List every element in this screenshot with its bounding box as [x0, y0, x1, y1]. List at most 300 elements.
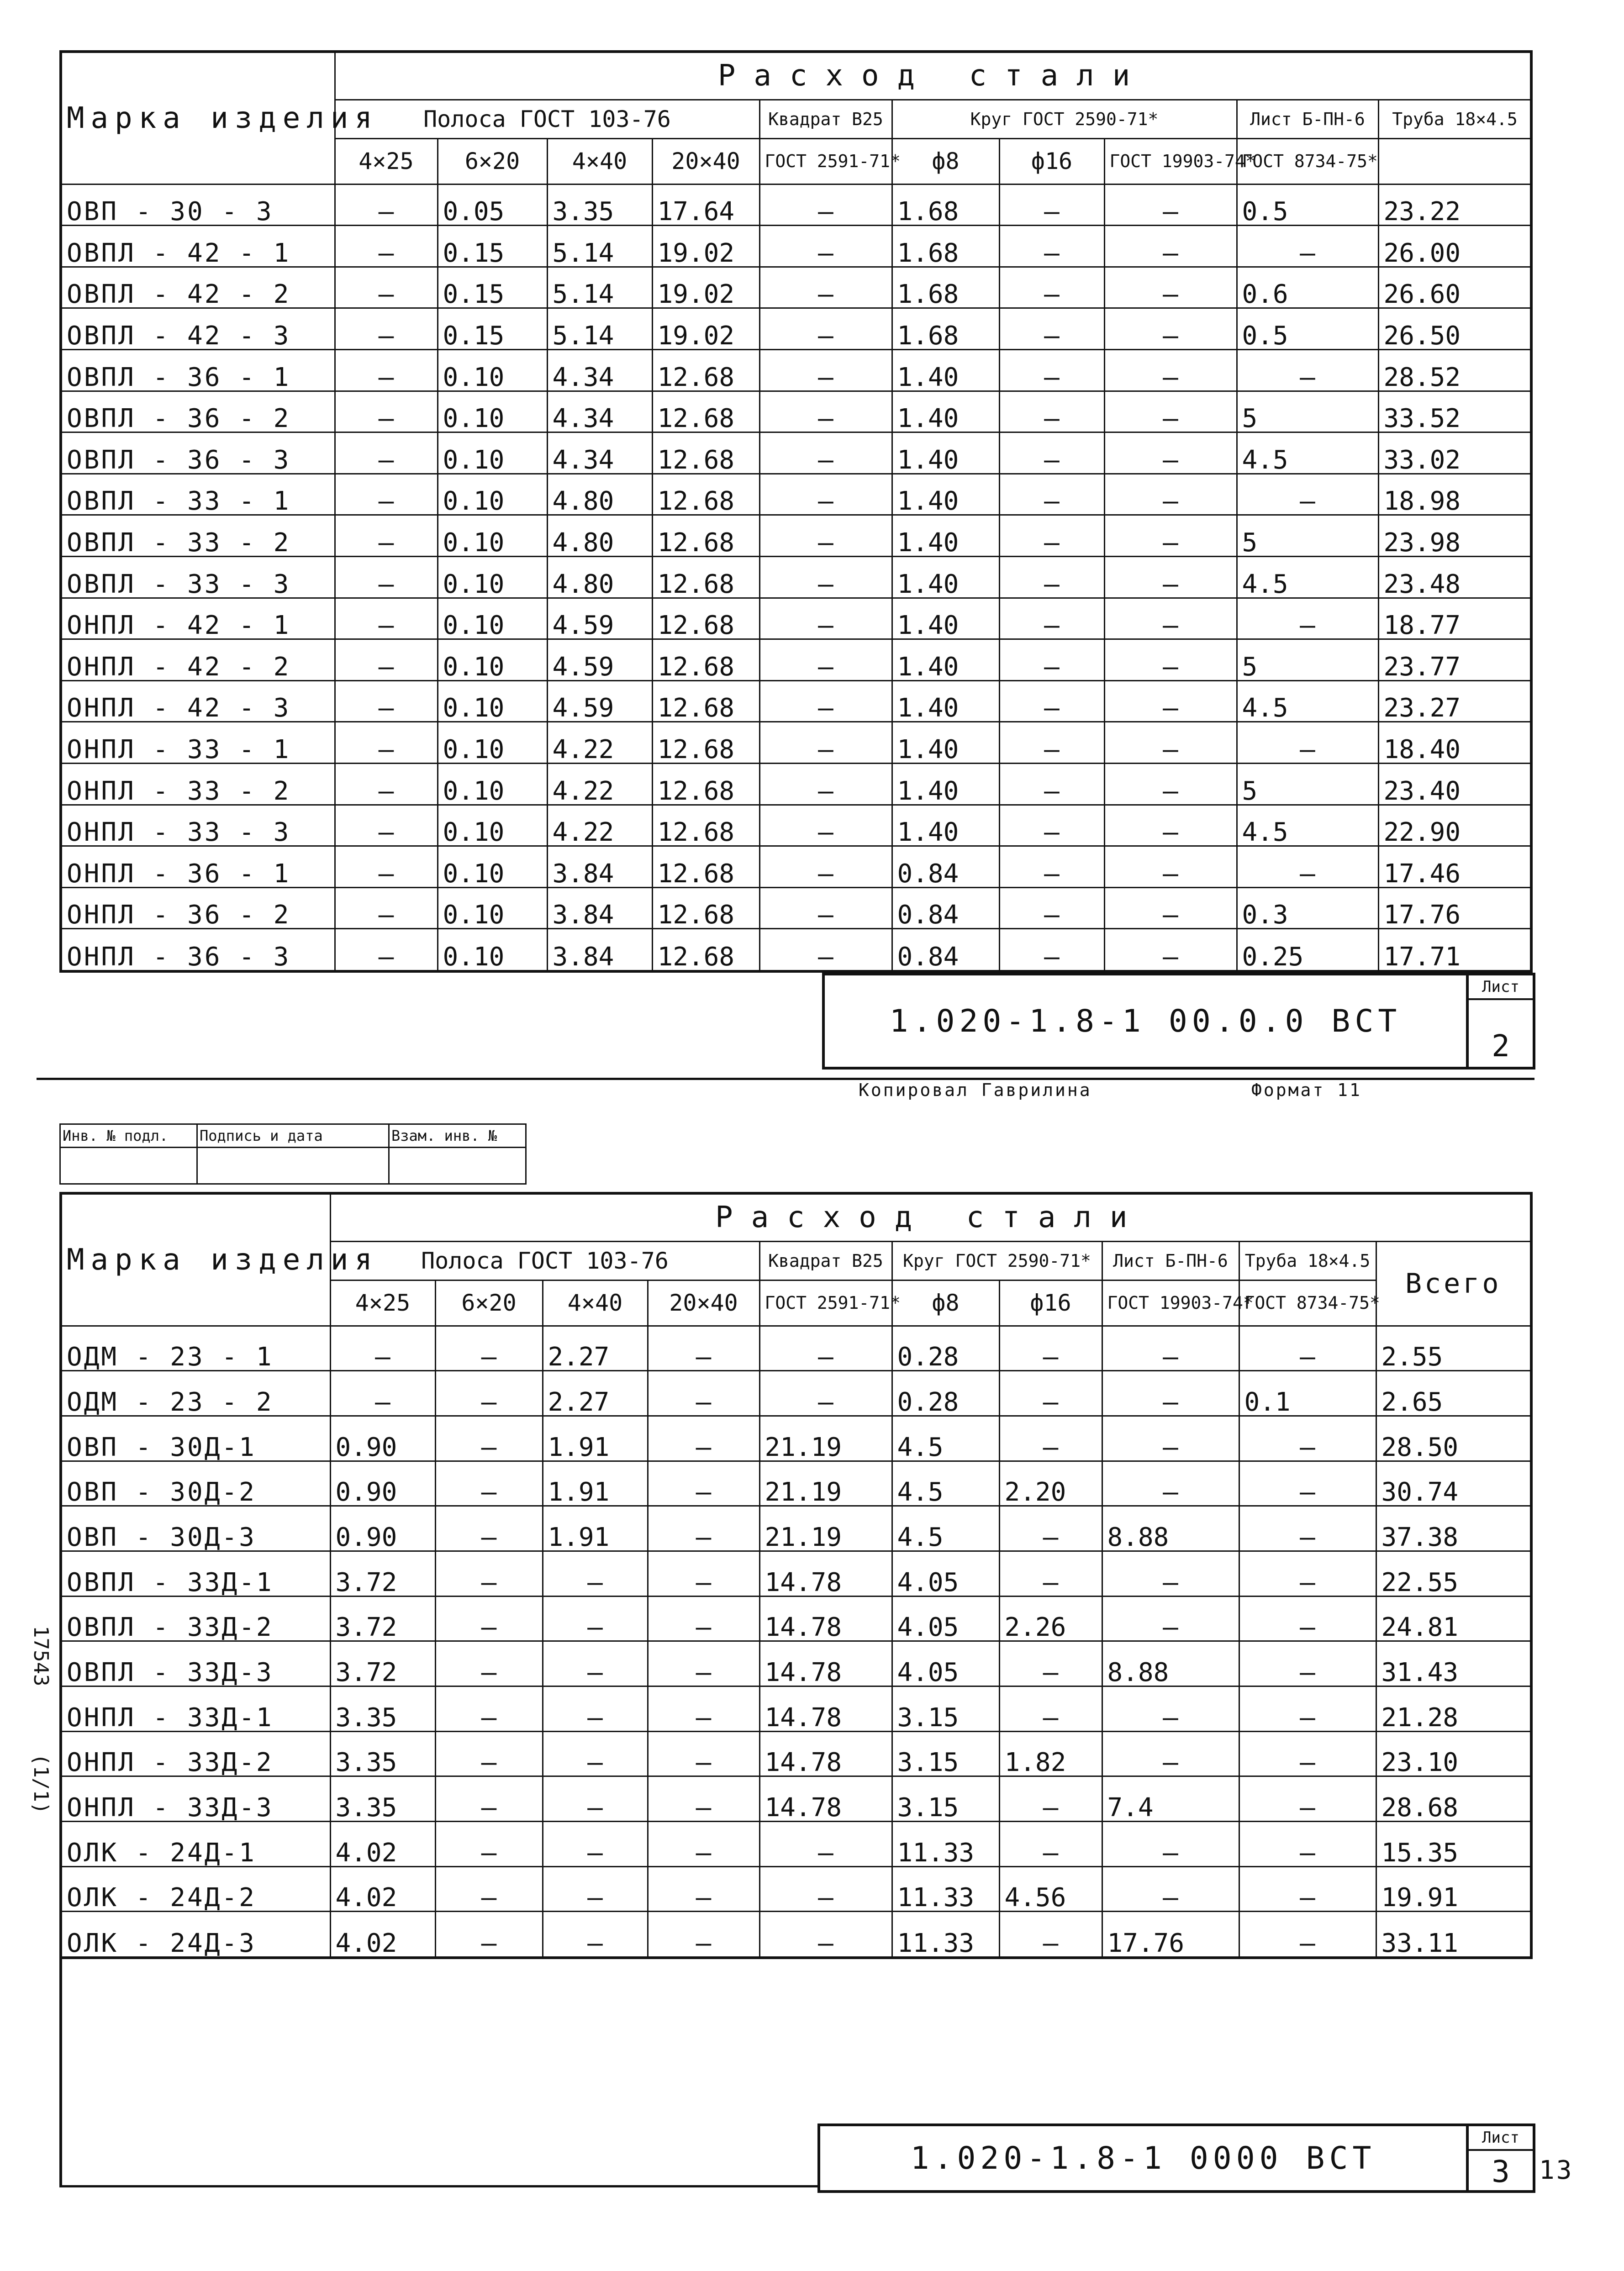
value-cell: 1.40	[892, 598, 999, 639]
value-cell: —	[335, 391, 438, 432]
side-sheet-note: (1/1)	[29, 1754, 53, 1814]
value-cell: —	[759, 1371, 892, 1416]
tube-header-top: Труба 18×4.5	[1378, 100, 1531, 138]
total-cell: 23.98	[1378, 515, 1531, 557]
value-cell: —	[435, 1866, 543, 1912]
item-mark-cell: ОНПЛ - 36 - 1	[61, 846, 335, 888]
value-cell: 12.68	[652, 639, 759, 681]
replacement-inventory-header: Взам. инв. №	[389, 1124, 526, 1148]
copied-by: Копировал Гаврилина	[859, 1080, 1092, 1100]
table-row	[61, 1731, 1531, 1776]
value-cell: 0.15	[438, 226, 547, 267]
value-cell: —	[999, 1326, 1102, 1371]
table-row	[61, 887, 1531, 929]
value-cell: 21.19	[759, 1416, 892, 1461]
sub-header: ф16	[999, 138, 1104, 184]
sheet-2	[0, 0, 1624, 1105]
round-header: Круг ГОСТ 2590-71*	[892, 1241, 1102, 1280]
value-cell: 0.05	[438, 184, 547, 226]
total-cell: 17.46	[1378, 846, 1531, 888]
value-cell: 19.02	[652, 267, 759, 308]
item-mark-cell: ОНПЛ - 42 - 1	[61, 598, 335, 639]
value-cell: —	[435, 1461, 543, 1506]
value-cell: —	[1102, 1416, 1239, 1461]
value-cell: —	[335, 432, 438, 474]
value-cell: 3.72	[330, 1551, 435, 1596]
table-row	[61, 474, 1531, 515]
value-cell: —	[1237, 226, 1378, 267]
value-cell: 5	[1237, 515, 1378, 557]
table-row	[61, 846, 1531, 888]
value-cell: 8.88	[1102, 1506, 1239, 1551]
sub-header: 4×25	[330, 1280, 435, 1326]
value-cell: 12.68	[652, 391, 759, 432]
sub-header: 6×20	[435, 1280, 543, 1326]
value-cell: —	[1239, 1551, 1376, 1596]
value-cell: —	[1102, 1866, 1239, 1912]
value-cell: 12.68	[652, 598, 759, 639]
value-cell: —	[999, 1551, 1102, 1596]
sheet-3	[0, 1105, 1624, 2271]
value-cell: —	[999, 722, 1104, 764]
value-cell: —	[999, 598, 1104, 639]
value-cell: —	[759, 1866, 892, 1912]
value-cell: —	[999, 1416, 1102, 1461]
value-cell: —	[648, 1731, 759, 1776]
value-cell: —	[330, 1371, 435, 1416]
table-row	[61, 1326, 1531, 1371]
mark-header: Марка изделия	[61, 52, 335, 184]
value-cell: —	[1104, 722, 1237, 764]
value-cell: —	[759, 598, 892, 639]
value-cell: —	[999, 887, 1104, 929]
value-cell: —	[648, 1866, 759, 1912]
value-cell: —	[999, 1912, 1102, 1958]
value-cell: 0.5	[1237, 308, 1378, 350]
value-cell: —	[335, 805, 438, 846]
item-mark-cell: ОВПЛ - 36 - 2	[61, 391, 335, 432]
sub-header: 4×40	[547, 138, 652, 184]
table-row	[61, 1416, 1531, 1461]
value-cell: —	[543, 1776, 648, 1822]
sheet-label: Лист	[1469, 975, 1533, 1000]
value-cell: 1.82	[999, 1731, 1102, 1776]
value-cell: 11.33	[892, 1866, 999, 1912]
value-cell: —	[1239, 1461, 1376, 1506]
table-row	[61, 1506, 1531, 1551]
value-cell: 19.02	[652, 308, 759, 350]
value-cell: 1.68	[892, 267, 999, 308]
sheet-header-top: Лист Б-ПН-6	[1102, 1241, 1239, 1280]
value-cell: 1.40	[892, 474, 999, 515]
value-cell: 4.22	[547, 764, 652, 805]
value-cell: —	[999, 308, 1104, 350]
strip-header: Полоса ГОСТ 103-76	[335, 100, 759, 138]
value-cell: 12.68	[652, 556, 759, 598]
table-row	[61, 515, 1531, 557]
value-cell: —	[759, 1912, 892, 1958]
corner-mark: 13	[1539, 2155, 1574, 2185]
value-cell: —	[330, 1326, 435, 1371]
value-cell: 2.26	[999, 1596, 1102, 1641]
value-cell: —	[435, 1731, 543, 1776]
sub-header: 6×20	[438, 138, 547, 184]
item-mark-cell: ОВП - 30Д-2	[61, 1461, 330, 1506]
value-cell: —	[1237, 722, 1378, 764]
total-cell: 23.22	[1378, 184, 1531, 226]
value-cell: —	[1237, 349, 1378, 391]
value-cell: —	[648, 1776, 759, 1822]
item-mark-cell: ОДМ - 23 - 1	[61, 1326, 330, 1371]
item-mark-cell: ОНПЛ - 42 - 3	[61, 680, 335, 722]
value-cell: 4.5	[1237, 556, 1378, 598]
value-cell: 12.68	[652, 722, 759, 764]
total-cell: 28.50	[1376, 1416, 1531, 1461]
mark-header: Марка изделия	[61, 1193, 330, 1326]
total-cell: 19.91	[1376, 1866, 1531, 1912]
table-row	[61, 1596, 1531, 1641]
format-label: Формат 11	[1251, 1080, 1362, 1100]
total-cell: 22.90	[1378, 805, 1531, 846]
value-cell: 4.02	[330, 1866, 435, 1912]
value-cell: —	[759, 226, 892, 267]
total-cell: 24.81	[1376, 1596, 1531, 1641]
total-cell: 26.60	[1378, 267, 1531, 308]
value-cell: 4.02	[330, 1821, 435, 1866]
value-cell: 0.10	[438, 764, 547, 805]
total-cell: 23.40	[1378, 764, 1531, 805]
value-cell: 8.88	[1102, 1641, 1239, 1686]
value-cell: —	[1104, 764, 1237, 805]
sheet-number: 2	[1492, 1028, 1510, 1064]
item-mark-cell: ОНПЛ - 33 - 2	[61, 764, 335, 805]
item-mark-cell: ОЛК - 24Д-2	[61, 1866, 330, 1912]
value-cell: 12.68	[652, 474, 759, 515]
value-cell: —	[999, 1641, 1102, 1686]
value-cell: 0.10	[438, 846, 547, 888]
value-cell: —	[648, 1641, 759, 1686]
value-cell: —	[1239, 1821, 1376, 1866]
item-mark-cell: ОВП - 30Д-1	[61, 1416, 330, 1461]
title-stamp-sheet-2	[822, 973, 1535, 1070]
value-cell: —	[335, 267, 438, 308]
table-row	[61, 1821, 1531, 1866]
sub-header: ф8	[892, 138, 999, 184]
value-cell: 5	[1237, 391, 1378, 432]
value-cell: —	[335, 515, 438, 557]
value-cell: —	[759, 846, 892, 888]
total-cell: 30.74	[1376, 1461, 1531, 1506]
value-cell: 1.68	[892, 308, 999, 350]
value-cell: 3.35	[330, 1776, 435, 1822]
value-cell: 3.84	[547, 929, 652, 971]
value-cell: —	[759, 680, 892, 722]
value-cell: —	[648, 1461, 759, 1506]
value-cell: —	[335, 722, 438, 764]
value-cell: 4.59	[547, 639, 652, 681]
value-cell: 0.10	[438, 887, 547, 929]
value-cell: —	[999, 1371, 1102, 1416]
value-cell: 1.40	[892, 764, 999, 805]
item-mark-cell: ОНПЛ - 33Д-2	[61, 1731, 330, 1776]
document-code: 1.020-1.8-1 0000 ВСТ	[820, 2126, 1469, 2190]
value-cell: 4.80	[547, 556, 652, 598]
value-cell: 1.91	[543, 1416, 648, 1461]
value-cell: 5.14	[547, 308, 652, 350]
value-cell: 0.10	[438, 639, 547, 681]
value-cell: —	[1104, 184, 1237, 226]
value-cell: 17.76	[1102, 1912, 1239, 1958]
value-cell: 0.10	[438, 929, 547, 971]
item-mark-cell: ОНПЛ - 36 - 3	[61, 929, 335, 971]
value-cell: —	[1237, 598, 1378, 639]
value-cell: —	[435, 1912, 543, 1958]
table-row	[61, 639, 1531, 681]
value-cell: 1.40	[892, 391, 999, 432]
sub-header: 4×40	[543, 1280, 648, 1326]
value-cell: 4.80	[547, 474, 652, 515]
item-mark-cell: ОВПЛ - 33 - 3	[61, 556, 335, 598]
value-cell: —	[1239, 1866, 1376, 1912]
sub-header: 20×40	[648, 1280, 759, 1326]
value-cell: 1.68	[892, 184, 999, 226]
value-cell: —	[543, 1731, 648, 1776]
value-cell: —	[1104, 474, 1237, 515]
consumption-header: Расход стали	[330, 1193, 1531, 1241]
value-cell: 0.84	[892, 846, 999, 888]
value-cell: —	[435, 1821, 543, 1866]
value-cell: —	[759, 267, 892, 308]
value-cell: —	[435, 1371, 543, 1416]
value-cell: —	[1104, 680, 1237, 722]
value-cell: —	[435, 1686, 543, 1731]
value-cell: —	[1237, 474, 1378, 515]
item-mark-cell: ОДМ - 23 - 2	[61, 1371, 330, 1416]
total-cell: 2.65	[1376, 1371, 1531, 1416]
square-header-top: Квадрат В25	[759, 1241, 892, 1280]
value-cell: 4.5	[892, 1461, 999, 1506]
value-cell: —	[1102, 1686, 1239, 1731]
value-cell: —	[759, 308, 892, 350]
value-cell: 1.40	[892, 805, 999, 846]
value-cell: 1.40	[892, 432, 999, 474]
value-cell: —	[999, 349, 1104, 391]
consumption-header: Расход стали	[335, 52, 1531, 100]
value-cell: —	[759, 515, 892, 557]
table-row	[61, 391, 1531, 432]
value-cell: —	[648, 1506, 759, 1551]
table-row	[61, 1371, 1531, 1416]
total-cell: 37.38	[1376, 1506, 1531, 1551]
value-cell: —	[1104, 598, 1237, 639]
value-cell: —	[1104, 887, 1237, 929]
value-cell: —	[1239, 1506, 1376, 1551]
value-cell: 21.19	[759, 1506, 892, 1551]
value-cell: —	[999, 1776, 1102, 1822]
value-cell: —	[759, 639, 892, 681]
title-stamp-sheet-3	[817, 2123, 1535, 2193]
value-cell: 0.10	[438, 474, 547, 515]
value-cell: —	[648, 1326, 759, 1371]
value-cell: —	[648, 1821, 759, 1866]
value-cell: 2.27	[543, 1371, 648, 1416]
total-cell: 21.28	[1376, 1686, 1531, 1731]
value-cell: —	[1239, 1776, 1376, 1822]
value-cell: 0.1	[1239, 1371, 1376, 1416]
value-cell: —	[1239, 1641, 1376, 1686]
square-header-top: Квадрат В25	[759, 100, 892, 138]
table-row	[61, 929, 1531, 971]
value-cell: 2.27	[543, 1326, 648, 1371]
value-cell: 0.10	[438, 805, 547, 846]
table-row	[61, 1776, 1531, 1822]
value-cell: 0.28	[892, 1326, 999, 1371]
value-cell: 0.10	[438, 598, 547, 639]
tube-header-bottom: ГОСТ 8734-75*	[1239, 1280, 1376, 1326]
value-cell: 0.90	[330, 1461, 435, 1506]
value-cell: 14.78	[759, 1596, 892, 1641]
value-cell: 4.56	[999, 1866, 1102, 1912]
value-cell: —	[1102, 1731, 1239, 1776]
value-cell: 0.5	[1237, 184, 1378, 226]
table-row	[61, 764, 1531, 805]
total-cell: 26.00	[1378, 226, 1531, 267]
value-cell: —	[335, 929, 438, 971]
value-cell: —	[1102, 1821, 1239, 1866]
value-cell: 12.68	[652, 887, 759, 929]
value-cell: —	[1239, 1416, 1376, 1461]
sub-header: ф8	[892, 1280, 999, 1326]
value-cell: 12.68	[652, 680, 759, 722]
value-cell: —	[335, 764, 438, 805]
value-cell: —	[543, 1686, 648, 1731]
value-cell: —	[435, 1641, 543, 1686]
steel-table-sheet-2	[59, 50, 1533, 973]
item-mark-cell: ОВПЛ - 42 - 3	[61, 308, 335, 350]
table-row	[61, 556, 1531, 598]
value-cell: 0.15	[438, 308, 547, 350]
value-cell: —	[335, 349, 438, 391]
value-cell: —	[1102, 1596, 1239, 1641]
total-cell: 18.77	[1378, 598, 1531, 639]
value-cell: 3.35	[330, 1731, 435, 1776]
value-cell: 0.3	[1237, 887, 1378, 929]
value-cell: 0.10	[438, 391, 547, 432]
item-mark-cell: ОВПЛ - 33 - 2	[61, 515, 335, 557]
value-cell: 14.78	[759, 1551, 892, 1596]
value-cell: 4.59	[547, 680, 652, 722]
value-cell: —	[759, 805, 892, 846]
value-cell: 0.84	[892, 929, 999, 971]
value-cell: —	[1104, 515, 1237, 557]
value-cell: —	[999, 432, 1104, 474]
item-mark-cell: ОВПЛ - 33Д-2	[61, 1596, 330, 1641]
value-cell: —	[999, 1821, 1102, 1866]
sheet-header-bottom: ГОСТ 19903-74*	[1102, 1280, 1239, 1326]
value-cell: 14.78	[759, 1686, 892, 1731]
total-cell: 33.02	[1378, 432, 1531, 474]
total-cell: 28.52	[1378, 349, 1531, 391]
side-inventory-note: 17543	[29, 1626, 53, 1686]
value-cell: 1.68	[892, 226, 999, 267]
value-cell: 0.84	[892, 887, 999, 929]
frame-left-border	[59, 1959, 62, 2187]
value-cell: —	[435, 1596, 543, 1641]
value-cell: 3.84	[547, 887, 652, 929]
value-cell: —	[435, 1326, 543, 1371]
value-cell: —	[1104, 639, 1237, 681]
value-cell: —	[335, 846, 438, 888]
value-cell: 1.40	[892, 639, 999, 681]
table-row	[61, 1551, 1531, 1596]
item-mark-cell: ОВПЛ - 36 - 1	[61, 349, 335, 391]
value-cell: 4.80	[547, 515, 652, 557]
value-cell: —	[1104, 846, 1237, 888]
value-cell: 14.78	[759, 1776, 892, 1822]
value-cell: 3.15	[892, 1686, 999, 1731]
value-cell: —	[543, 1912, 648, 1958]
value-cell: —	[999, 639, 1104, 681]
value-cell: —	[1104, 929, 1237, 971]
sheet-header-bottom: ГОСТ 19903-74*	[1104, 138, 1237, 184]
value-cell: 3.84	[547, 846, 652, 888]
table-row	[61, 184, 1531, 226]
value-cell: 5.14	[547, 226, 652, 267]
value-cell: 3.72	[330, 1596, 435, 1641]
sub-header: 4×25	[335, 138, 438, 184]
value-cell: —	[1104, 308, 1237, 350]
value-cell: —	[759, 887, 892, 929]
value-cell: —	[1104, 349, 1237, 391]
value-cell: —	[543, 1551, 648, 1596]
value-cell: 1.40	[892, 722, 999, 764]
value-cell: 0.25	[1237, 929, 1378, 971]
value-cell: —	[1239, 1912, 1376, 1958]
value-cell: 21.19	[759, 1461, 892, 1506]
sub-header: 20×40	[652, 138, 759, 184]
table-row	[61, 722, 1531, 764]
sub-header: ф16	[999, 1280, 1102, 1326]
item-mark-cell: ОВП - 30 - 3	[61, 184, 335, 226]
value-cell: —	[335, 308, 438, 350]
total-cell: 23.48	[1378, 556, 1531, 598]
item-mark-cell: ОВП - 30Д-3	[61, 1506, 330, 1551]
value-cell: —	[999, 267, 1104, 308]
sheet-label: Лист	[1469, 2126, 1533, 2151]
value-cell: 4.34	[547, 349, 652, 391]
value-cell: 4.34	[547, 432, 652, 474]
value-cell: 12.68	[652, 432, 759, 474]
value-cell: —	[999, 1506, 1102, 1551]
square-header-bottom: ГОСТ 2591-71*	[759, 1280, 892, 1326]
total-cell: 15.35	[1376, 1821, 1531, 1866]
value-cell: 4.02	[330, 1912, 435, 1958]
table-row	[61, 308, 1531, 350]
total-cell: 33.11	[1376, 1912, 1531, 1958]
value-cell: 5	[1237, 639, 1378, 681]
value-cell: —	[759, 556, 892, 598]
value-cell: —	[648, 1416, 759, 1461]
value-cell: 14.78	[759, 1641, 892, 1686]
value-cell: 12.68	[652, 764, 759, 805]
total-cell: 18.98	[1378, 474, 1531, 515]
value-cell: —	[1104, 432, 1237, 474]
item-mark-cell: ОВПЛ - 33Д-3	[61, 1641, 330, 1686]
value-cell: 11.33	[892, 1821, 999, 1866]
value-cell: 4.5	[1237, 432, 1378, 474]
value-cell: —	[999, 391, 1104, 432]
value-cell: —	[1102, 1551, 1239, 1596]
